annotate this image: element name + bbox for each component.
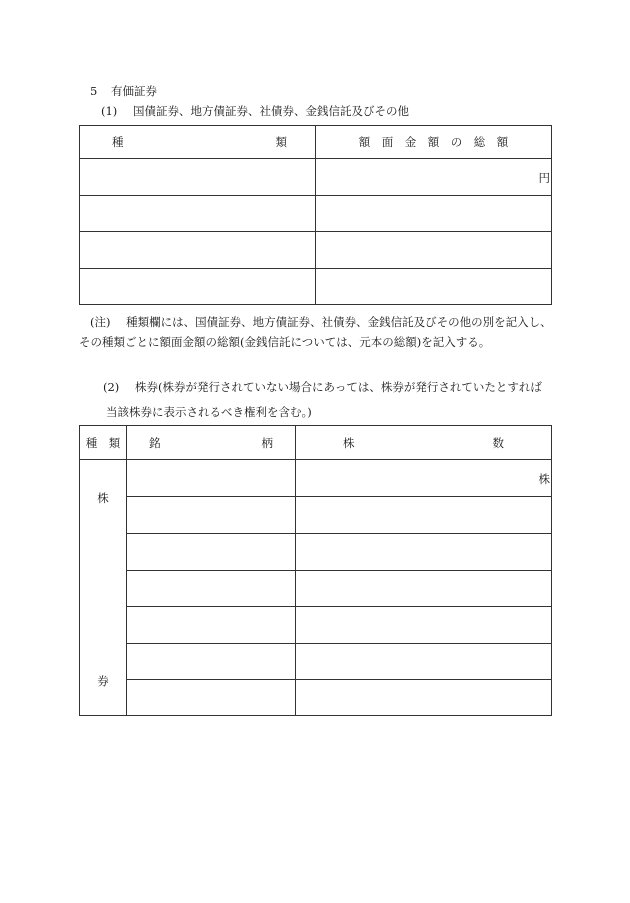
kind-cell[interactable] bbox=[80, 196, 316, 232]
section-number: 5 bbox=[90, 84, 98, 98]
table-row bbox=[80, 534, 552, 571]
table-row bbox=[80, 269, 552, 305]
kind-cell[interactable] bbox=[80, 232, 316, 269]
stock-table bbox=[79, 425, 552, 716]
subsection-1-heading bbox=[101, 104, 409, 118]
header-shares-a: 株 bbox=[343, 435, 355, 450]
shares-cell[interactable] bbox=[296, 680, 552, 716]
shares-cell[interactable] bbox=[296, 571, 552, 607]
section-title: 有価証券 bbox=[110, 84, 157, 98]
table-row bbox=[80, 571, 552, 607]
table-row bbox=[80, 497, 552, 534]
header-kind bbox=[80, 126, 316, 159]
header-brand-a: 銘 bbox=[149, 435, 161, 450]
brand-cell[interactable] bbox=[127, 571, 296, 607]
header-face-amount: 額 面 金 額 の 総 額 bbox=[316, 126, 552, 159]
amount-cell[interactable] bbox=[316, 159, 552, 196]
header-brand-b: 柄 bbox=[261, 435, 273, 450]
table-row bbox=[80, 232, 552, 269]
shares-unit: 株 bbox=[538, 472, 550, 486]
shares-cell[interactable] bbox=[296, 644, 552, 680]
table-header-row bbox=[80, 426, 552, 460]
table-row bbox=[80, 680, 552, 716]
shares-cell[interactable] bbox=[296, 460, 552, 497]
brand-cell[interactable] bbox=[127, 607, 296, 644]
subsection-1-title: 国債証券、地方債証券、社債券、金銭信託及びその他 bbox=[132, 104, 409, 118]
brand-cell[interactable] bbox=[127, 460, 296, 497]
table-row bbox=[80, 460, 552, 497]
header-shares bbox=[296, 426, 552, 460]
header-kind: 種 類 bbox=[80, 426, 127, 460]
table-row bbox=[80, 159, 552, 196]
note-label: (注) bbox=[90, 315, 111, 329]
table-row bbox=[80, 196, 552, 232]
kind-bottom-char: 券 bbox=[97, 674, 109, 688]
amount-cell[interactable] bbox=[316, 269, 552, 305]
amount-cell[interactable] bbox=[316, 196, 552, 232]
shares-cell[interactable] bbox=[296, 534, 552, 571]
subsection-1-number: (1) bbox=[101, 104, 118, 118]
subsection-2-number: (2) bbox=[103, 380, 120, 394]
shares-cell[interactable] bbox=[296, 497, 552, 534]
table-row bbox=[80, 607, 552, 644]
amount-cell[interactable] bbox=[316, 232, 552, 269]
brand-cell[interactable] bbox=[127, 644, 296, 680]
note-line-1 bbox=[90, 315, 552, 329]
table-header-row bbox=[80, 126, 552, 159]
brand-cell[interactable] bbox=[127, 680, 296, 716]
brand-cell[interactable] bbox=[127, 534, 296, 571]
table-row bbox=[80, 644, 552, 680]
header-brand bbox=[127, 426, 296, 460]
kind-cell[interactable] bbox=[80, 159, 316, 196]
note-text-1: 種類欄には、国債証券、地方債証券、社債券、金銭信託及びその他の別を記入し、 bbox=[126, 315, 552, 329]
header-kind-a: 種 bbox=[112, 135, 124, 149]
header-shares-b: 数 bbox=[492, 435, 504, 450]
section-heading bbox=[90, 84, 157, 98]
kind-top-char: 株 bbox=[97, 491, 109, 505]
securities-table bbox=[79, 125, 552, 305]
note-line-2: その種類ごとに額面金額の総額(金銭信託については、元本の総額)を記入する。 bbox=[79, 335, 491, 349]
subsection-2-title-2: 当該株券に表示されるべき権利を含む。) bbox=[106, 405, 312, 419]
brand-cell[interactable] bbox=[127, 497, 296, 534]
shares-cell[interactable] bbox=[296, 607, 552, 644]
yen-unit: 円 bbox=[538, 171, 550, 185]
subsection-2-title-1: 株券(株券が発行されていない場合にあっては、株券が発行されていたとすれば bbox=[134, 380, 542, 394]
kind-merged-cell bbox=[80, 460, 127, 716]
subsection-2-heading bbox=[103, 380, 542, 394]
kind-cell[interactable] bbox=[80, 269, 316, 305]
header-kind-b: 類 bbox=[275, 135, 287, 149]
